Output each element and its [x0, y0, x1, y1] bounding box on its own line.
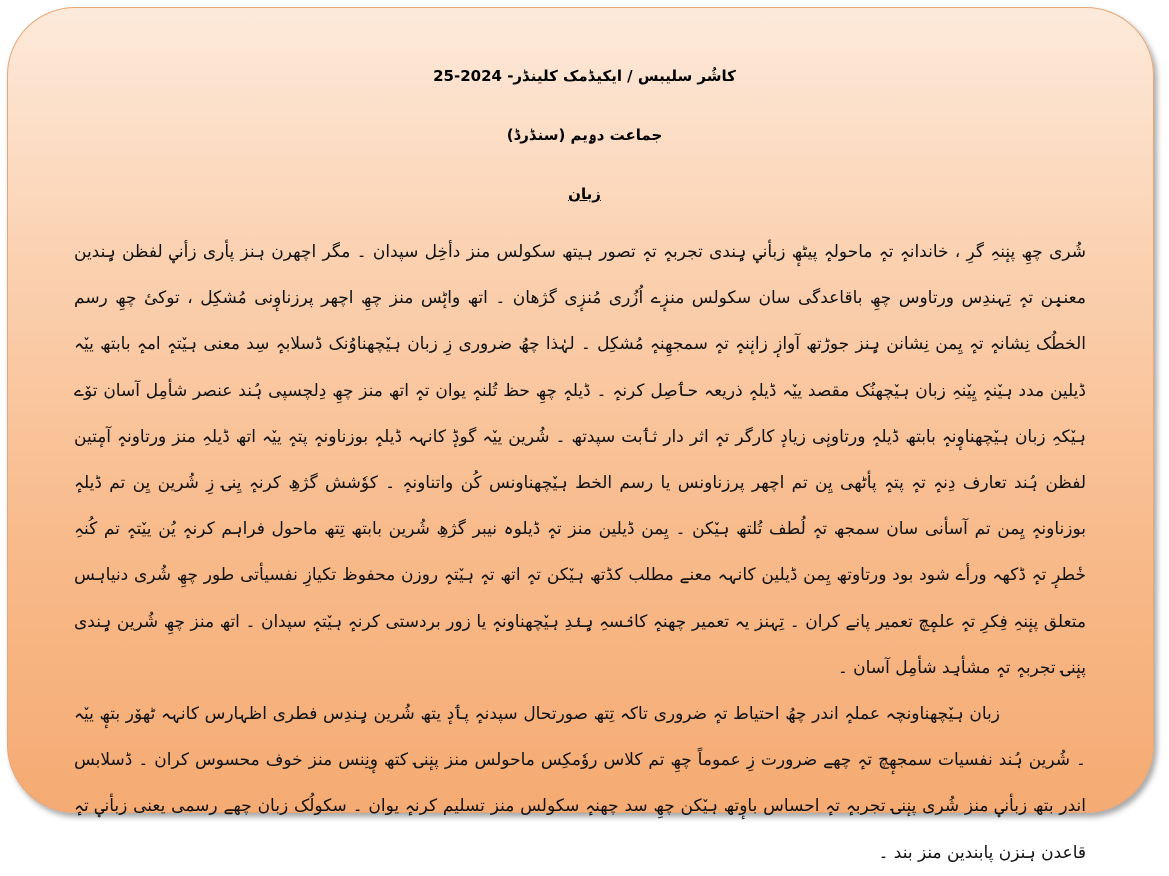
- syllabus-body: [74, 229, 1086, 863]
- class-subtitle: جماعت دۄیم (سنڈرڈ): [506, 126, 663, 144]
- paragraph-2: زبان ہیٚچھناونچہ عملہٕ اندر چھُ احتیاط تہٕ ضروری تاکہ تِتھ صورتحال سپدنہٕ پٲدٕ یتھ شُرین ہٕندِس فطری اظہارس کانہہ ٹھوٚر بتھٕ ییٚہ ۔ شُرین ہُند نفسیات سمجھٕچ تہٕ چھے ضرورت زِ عموماً چھِ تم کلاس روٗمکِس ماحولس منز پنٕنۍ کتھ وٕنِنس منز خوف محسوس کران ۔ ڈسلابس اندر بتھ زبأنؠ منز شُری پنٕنۍ تجربہٕ تہٕ احساس باوٕتھ ہیٚکن چھِ سد چھنہٕ سکولس منز تسلیم کرنہٕ یوان ۔ سکولُک زبان چھے رسمی یعنی زبأنؠ تہٕ قاعدن ہنزن پابندین منز بند ۔: [74, 704, 1086, 863]
- page-title: کاشُر سلیبس / ایکیڈمک کلینڈر- 2024-25: [433, 67, 736, 85]
- paragraph-1: شُری چھِ پنٕنہِ گرِ ، خاندانہٕ تہٕ ماحولہٕ پیٹھٕ زبأنؠ ہٕندی تجربہٕ تہٕ تصور ہیتھ سکولس منز دأخِل سپدان ۔ مگر اچھرن ہنز پأری زأنؠ لفظن ہٕندین معنیٖن تہٕ تِہندِس ورتاوس چھِ باقاعدگی سان سکولس منزٕے اُزُری مُنزٕی گژھان ۔ اتھ واٹٕس منز چھِ اچھر پرزناوٕنی مُشکِل ، توکیٔ چھِ رسم الخطُک نِشانہٕ تہٕ یِمن نِشانن ہٕنز جوڑتھ آوازٕ زانٕنہٕ تہٕ سمجھِنہٕ مُشکِل ۔ لہٰذا چھُ ضروری زِ زبان ہیٚچھناوُنک ڈسلابہٕ سِد معنی ہیٚتہٕ امہٕ بابتھ ییٚہ ڈیلین مدد ہیٚنہٕ یِیٚنہِ زبان ہیٚچھنُک مقصد ییٚہ ڈیلہٕ ذریعہ حٲصِل کرنہٕ ۔ ڈیلہٕ چھِ حظ تُلنہٕ یوان تہٕ اتھ منز چھِ دِلچسپی ہُند عنصر شأمِل آسان توٚے ہیٚکہِ زبان ہیٚچھناوٕنہٕ بابتھ ڈیلہٕ ورتاونٕی زیادٕ کارگر تہٕ اثر دار ثٲبت سپدتھ ۔ شُرین ییٚہ گوڈٕ کانہہ ڈیلہٕ بوزناونہٕ پتہٕ ییٚہ اتھ ڈیلہِ منز ورتاونہٕ آمٕتین لفظن ہُند تعارف دِنہٕ تہٕ پتہٕ پأٹھی یِن تم اچھر پرزناونس یا رسم الخط ہیٚچھناونس کُن واتناونہٕ ۔ کوٗشش گژھِ کرنہٕ یِنۍ زِ شُرین یِن تم ڈیلہٕ بوزناونہٕ یِمن تم آسأنی سان سمجھ تہٕ لُطف تُلتھ ہیٚکن ۔ یِمن ڈیلین منز تہٕ ڈیلوہ نیبر گژھِ شُرین بابتھ تِتھ ماحول فراہم کرنہٕ یُن ییٚتہٕ تم کُنہِ خٔطرٕ تہٕ ڈکھہ ورأے شود بود ورتاوتھ یِمن ڈیلین کانہہ معنے مطلب کڈتھ ہیٚکن تہٕ اتھ تہٕ ہیٚتہٕ روزن محفوظ تکیازِ نفسیأتی طور چھِ شُری دنیاہس متعلق پنٕنہِ فِکرِ تہٕ علمٕچ تعمیر پانے کران ۔ تِہنز یہ تعمیر چھنہٕ کانٛسہِ ہٕنٛدِ ہیٚچھناونہٕ یا زور بردستی کرنہٕ ہیٚتہٕ سپدان ۔ اتھ منز چھِ شُرین ہٕندی پنٕنۍ تجربہٕ تہٕ مشأہِد شأمِل آسان ۔: [74, 242, 1086, 678]
- section-title: زبان: [568, 185, 601, 203]
